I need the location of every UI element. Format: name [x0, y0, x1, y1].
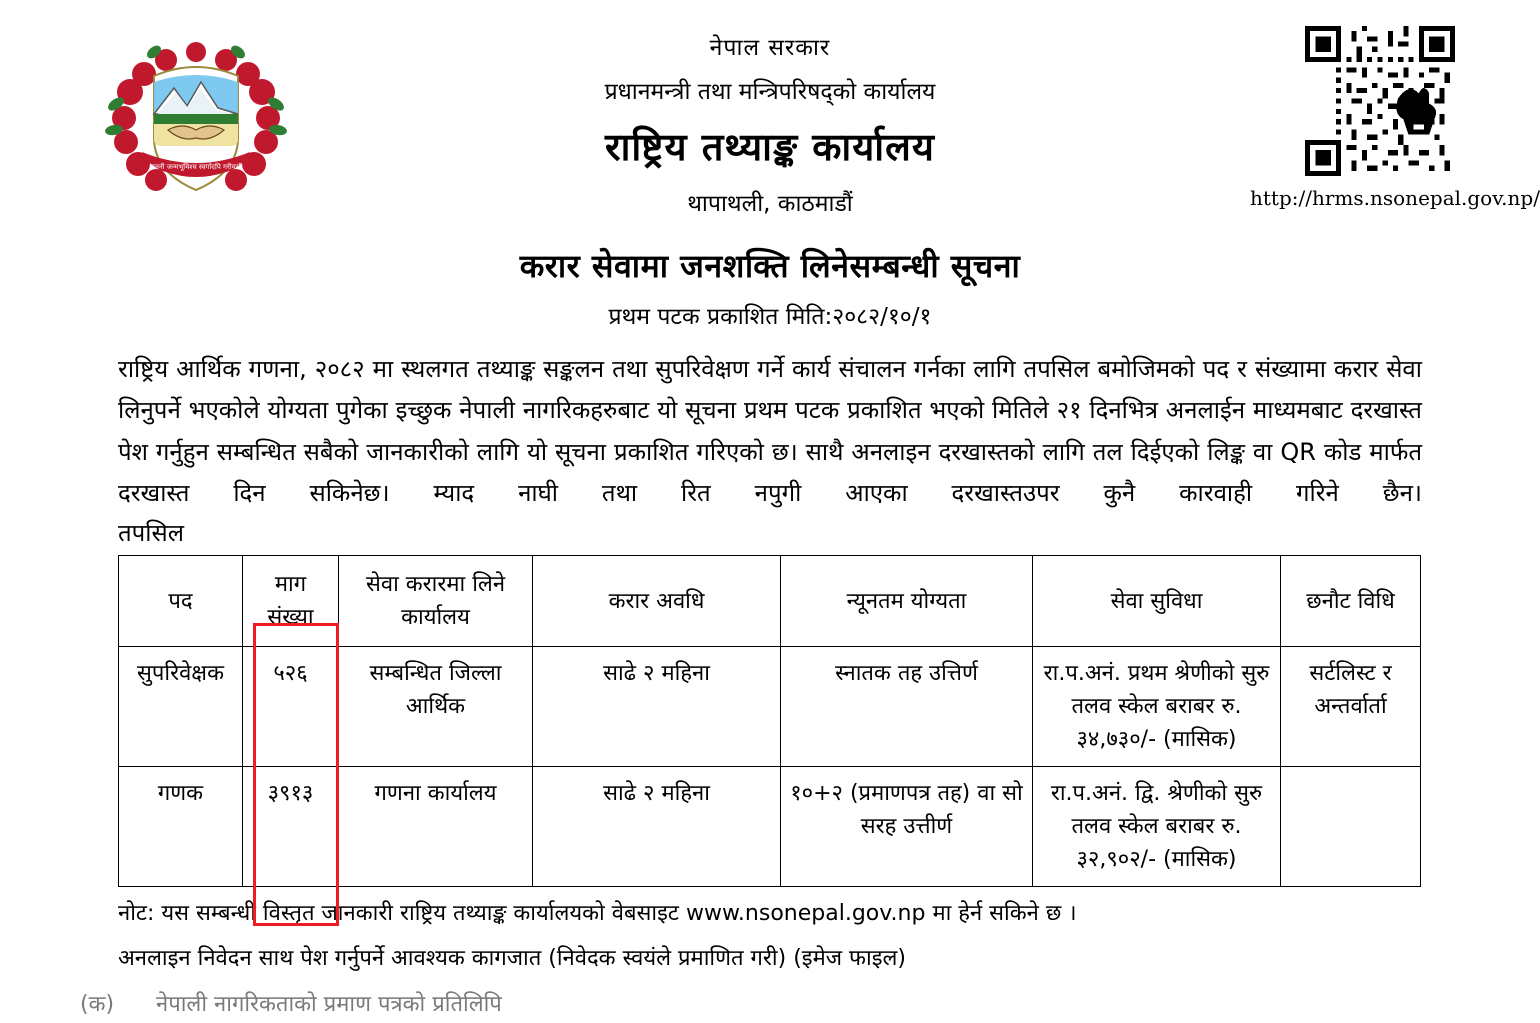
cell-mag-sankhya: ५२६: [243, 647, 339, 767]
table-header-row: [119, 556, 1421, 647]
cell-pad: सुपरिवेक्षक: [119, 647, 243, 767]
cell-suvidha: रा.प.अनं. प्रथम श्रेणीको सुरु तलव स्केल बराबर रु. ३४,७३०/- (मासिक): [1033, 647, 1281, 767]
cell-karyalaya: गणना कार्यालय: [339, 767, 533, 887]
note-documents: अनलाइन निवेदन साथ पेश गर्नुपर्ने आवश्यक कागजात (निवेदक स्वयंले प्रमाणित गरी) (इमेज फाइल): [118, 946, 907, 972]
table-row: [119, 647, 1421, 767]
hrms-url[interactable]: http://hrms.nsonepal.gov.np/: [1250, 186, 1540, 210]
th-suvidha: सेवा सुविधा: [1033, 556, 1281, 647]
cell-awadhi: साढे २ महिना: [533, 767, 781, 887]
th-yogyata: न्यूनतम योग्यता: [781, 556, 1033, 647]
office-line: प्रधानमन्त्री तथा मन्त्रिपरिषद्को कार्यालय: [604, 79, 936, 105]
cell-suvidha: रा.प.अनं. द्वि. श्रेणीको सुरु तलव स्केल बराबर रु. ३२,९०२/- (मासिक): [1033, 767, 1281, 887]
qr-code-icon[interactable]: [1301, 26, 1459, 176]
cell-chhanaut: [1281, 767, 1421, 887]
page-title: करार सेवामा जनशक्ति लिनेसम्बन्धी सूचना: [519, 247, 1021, 285]
publication-date: प्रथम पटक प्रकाशित मिति:२०८२/१०/१: [608, 304, 932, 330]
cell-yogyata: १०+२ (प्रमाणपत्र तह) वा सो सरह उत्तीर्ण: [781, 767, 1033, 887]
cell-chhanaut: सर्टलिस्ट र अन्तर्वार्ता: [1281, 647, 1421, 767]
th-karyalaya: सेवा करारमा लिने कार्यालय: [339, 556, 533, 647]
th-mag-sankhya: माग संख्या: [243, 556, 339, 647]
table-row: [119, 767, 1421, 887]
cell-yogyata: स्नातक तह उत्तिर्ण: [781, 647, 1033, 767]
th-chhanaut: छनौट विधि: [1281, 556, 1421, 647]
vacancy-table: [118, 555, 1421, 887]
th-awadhi: करार अवधि: [533, 556, 781, 647]
cell-awadhi: साढे २ महिना: [533, 647, 781, 767]
cell-pad: गणक: [119, 767, 243, 887]
cell-karyalaya: सम्बन्धित जिल्ला आर्थिक: [339, 647, 533, 767]
department-title: राष्ट्रिय तथ्याङ्क कार्यालय: [605, 125, 935, 169]
government-line: नेपाल सरकार: [709, 35, 831, 61]
cell-mag-sankhya: ३९१३: [243, 767, 339, 887]
nepal-government-emblem-icon: [96, 30, 296, 220]
note-citizenship: (क) नेपाली नागरिकताको प्रमाण पत्रको प्रतिलिपि: [80, 991, 502, 1017]
note-website: नोट: यस सम्बन्धी विस्तृत जानकारी राष्ट्रिय तथ्याङ्क कार्यालयको वेबसाइट www.nsonepal.gov.np मा हेर्न सकिने छ ।: [118, 901, 1077, 927]
document-header: [0, 0, 1540, 228]
th-pad: पद: [119, 556, 243, 647]
address-line: थापाथली, काठमाडौं: [687, 191, 853, 217]
tapasil-label: तपसिल: [118, 519, 185, 548]
svg-text:जननी जन्मभूमिश्च स्वर्गादपि गर: जननी जन्मभूमिश्च स्वर्गादपि गरीयसी: [149, 163, 243, 171]
notice-body: राष्ट्रिय आर्थिक गणना, २०८२ मा स्थलगत तथ्याङ्क सङ्कलन तथा सुपरिवेक्षण गर्ने कार्य संचालन गर्नका लागि तपसिल बमोजिमको पद र संख्यामा करार सेवा लिनुपर्ने भएकोले योग्यता पुगेका इच्छुक नेपाली नागरिकहरुबाट यो सूचना प्रथम पटक प्रकाशित भएको मितिले २१ दिनभित्र अनलाईन माध्यमबाट दरखास्त पेश गर्नुहुन सम्बन्धित सबैको जानकारीको लागि यो सूचना प्रकाशित गरिएको छ। साथै अनलाइन दरखास्तको लागि तल दिईएको लिङ्क वा QR कोड मार्फत दरखास्त दिन सकिनेछ। म्याद नाघी तथा रित नपुगी आएका दरखास्तउपर कुनै कारवाही गरिने छैन।: [118, 355, 1422, 507]
qr-block: [1250, 26, 1540, 210]
